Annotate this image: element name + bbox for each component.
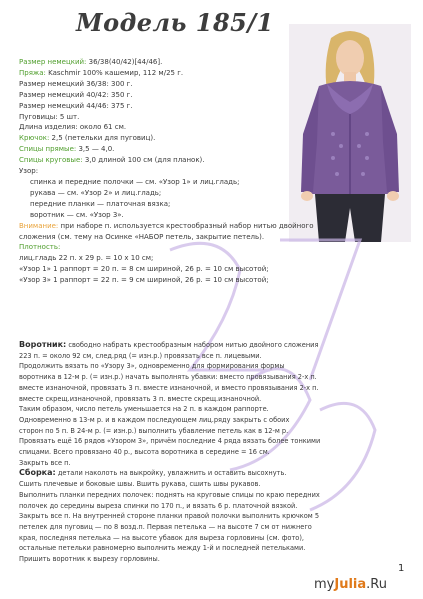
spec-text: «Узор 1» 1 раппорт = 20 п. = 8 см шириной, 26 р. = 10 см высотой; [19, 265, 269, 274]
section-heading: Сборка: [19, 468, 56, 478]
instruction-line [19, 436, 404, 447]
instruction-line [19, 458, 404, 469]
spec-line [19, 242, 287, 253]
spec-line [19, 275, 287, 286]
spec-line [19, 264, 287, 275]
spec-label: Внимание: [19, 221, 59, 230]
spec-text: 3,0 длиной 100 см (для планок). [82, 156, 205, 165]
instruction-text: воротника в 12-м р. (= изн.р.) начать выполнять убавки: вместо провязывания 2-х п. [19, 373, 317, 382]
instruction-text: полочек до середины выреза спинки по 170 п., и вязать 6 р. платочной вязкой. [19, 501, 298, 510]
section-heading: Воротник: [19, 340, 67, 349]
model-illustration [289, 24, 411, 242]
spec-text: 2,5 (петельки для пуговиц). [49, 134, 156, 143]
instruction-text: спицами. Всего провязано 40 р., высота воротника в середине = 16 см. [19, 448, 270, 457]
instruction-line [19, 522, 404, 533]
spec-text: спинка и передние полочки — см. «Узор 1» и лиц.гладь; [30, 177, 240, 186]
instruction-text: сторон по 5 п. В 24-м р. (= изн.р.) выполнить убавление петель как в 12-м р. [19, 426, 289, 435]
spec-label: Размер немецкий: [19, 58, 87, 66]
brand-part1: my [314, 577, 335, 592]
instruction-line [19, 351, 404, 362]
spec-label: Пряжа: [19, 68, 46, 77]
spec-line [19, 210, 287, 221]
spec-text: «Узор 3» 1 раппорт = 22 п. = 9 см шириной, 26 р. = 10 см высотой; [19, 276, 269, 285]
spec-text: Kaschmir 100% кашемир, 112 м/25 г. [45, 68, 184, 77]
instruction-text: Закрыть все п. [19, 458, 71, 467]
spec-line [19, 232, 287, 243]
spec-text: рукава — см. «Узор 2» и лиц.гладь; [30, 188, 162, 197]
instruction-text: Сшить плечевые и боковые швы. Вшить рукава, сшить швы рукавов. [19, 480, 261, 489]
instruction-line [19, 415, 404, 426]
instruction-line [19, 447, 404, 458]
instruction-text: петелек для пуговиц — по 8 возд.п. Первая петелька — на высоте 7 см от нижнего [19, 522, 312, 531]
spec-label: Спицы прямые: [19, 145, 77, 154]
spec-text: воротник — см. «Узор 3». [30, 210, 124, 219]
spec-label: Плотность: [19, 243, 61, 252]
spec-line [19, 144, 287, 155]
instruction-text: Одновременно в 13-м р. и в каждом последующем лиц.ряду закрыть с обоих [19, 415, 290, 424]
spec-line [19, 253, 287, 264]
spec-line [19, 112, 287, 123]
spec-text: Размер немецкий 36/38: 300 г. [19, 79, 133, 88]
instruction-line [19, 372, 404, 383]
model-title: Модель 185/1 [76, 8, 274, 37]
spec-text: Длина изделия: около 61 см. [19, 123, 127, 132]
instruction-line [19, 340, 404, 351]
spec-line [19, 101, 287, 112]
spec-line [19, 188, 287, 199]
instruction-text: 223 п. = около 92 см, след.ряд (= изн.р.) провязать все п. лицевыми. [19, 351, 262, 360]
instruction-line [19, 479, 404, 490]
model-photo [289, 24, 411, 242]
instruction-text: вместе скрещ.изнаночной, провязать 3 п. вместе скрещ.изнаночной. [19, 394, 262, 403]
spec-text: Размер немецкий 40/42: 350 г. [19, 90, 133, 99]
spec-label: Спицы круговые: [19, 156, 83, 165]
instruction-text: Закрыть все п. На внутренней стороне планки правой полочки выполнить крючком 5 [19, 512, 320, 521]
spec-text: Узор: [19, 167, 39, 176]
instruction-line [19, 501, 404, 512]
brand-part3: .Ru [366, 577, 387, 592]
instruction-line [19, 543, 404, 554]
instruction-text: свободно набрать крестообразным набором нитью двойного сложения [66, 341, 319, 349]
spec-line [19, 68, 287, 79]
spec-line [19, 122, 287, 133]
instructions [19, 340, 404, 565]
spec-text: 36/38(40/42)[44/46]. [86, 58, 163, 66]
brand-part2: Julia [334, 577, 367, 592]
spec-line [19, 79, 287, 90]
instruction-text: остальные петельки равномерно выполнить между 1-й и последней петельками. [19, 544, 306, 553]
instruction-line [19, 554, 404, 565]
spec-text: при наборе п. используется крестообразный набор нитью двойного [58, 221, 314, 230]
instruction-line [19, 383, 404, 394]
spec-text: лиц.гладь 22 п. x 29 р. = 10 x 10 см; [19, 254, 154, 263]
instruction-text: Таким образом, число петель уменьшается на 2 п. в каждом раппорте. [19, 405, 269, 414]
spec-text: Размер немецкий 44/46: 375 г. [19, 101, 133, 110]
instruction-line [19, 490, 404, 501]
spec-line [19, 57, 287, 68]
page-number: 1 [398, 563, 405, 574]
instruction-line [19, 404, 404, 415]
instruction-text: Провязать ещё 16 рядов «Узором 3», причём последние 4 ряда вязать более тонкими [19, 437, 321, 446]
site-brand-logo [314, 577, 387, 592]
instruction-text: края, последняя петелька — на высоте убавок для выреза горловины (см. фото), [19, 533, 304, 542]
spec-line [19, 221, 314, 232]
instruction-text: детали наколоть на выкройку, увлажнить и оставить высохнуть. [55, 469, 287, 478]
spec-text: Пуговицы: 5 шт. [19, 112, 80, 121]
spec-line [19, 166, 287, 177]
spec-line [19, 199, 287, 210]
spec-text: передние планки — платочная вязка; [30, 199, 171, 208]
instruction-line [19, 361, 404, 372]
specifications [19, 57, 314, 286]
spec-text: сложения (см. тему на Осинке «НАБОР петель, закрытие петель). [19, 232, 265, 241]
spec-label: Крючок: [19, 134, 50, 143]
instruction-line [19, 511, 404, 522]
instruction-line [19, 533, 404, 544]
instruction-text: вместе изнаночной, провязать 3 п. вместе изнаночной, и вместо провязывания 2-х п. [19, 383, 319, 392]
instruction-text: Продолжить вязать по «Узору 3», одновременно для формирования формы [19, 362, 285, 371]
spec-line [19, 90, 287, 101]
instruction-text: Пришить воротник к вырезу горловины. [19, 555, 160, 564]
instruction-line [19, 468, 404, 479]
spec-line [19, 133, 287, 144]
spec-text: 3,5 — 4,0. [76, 145, 115, 154]
instruction-line [19, 426, 404, 437]
instruction-line [19, 394, 404, 405]
spec-line [19, 155, 287, 166]
instruction-text: Выполнить планки передних полочек: поднять на круговые спицы по краю передних [19, 490, 320, 499]
spec-line [19, 177, 287, 188]
